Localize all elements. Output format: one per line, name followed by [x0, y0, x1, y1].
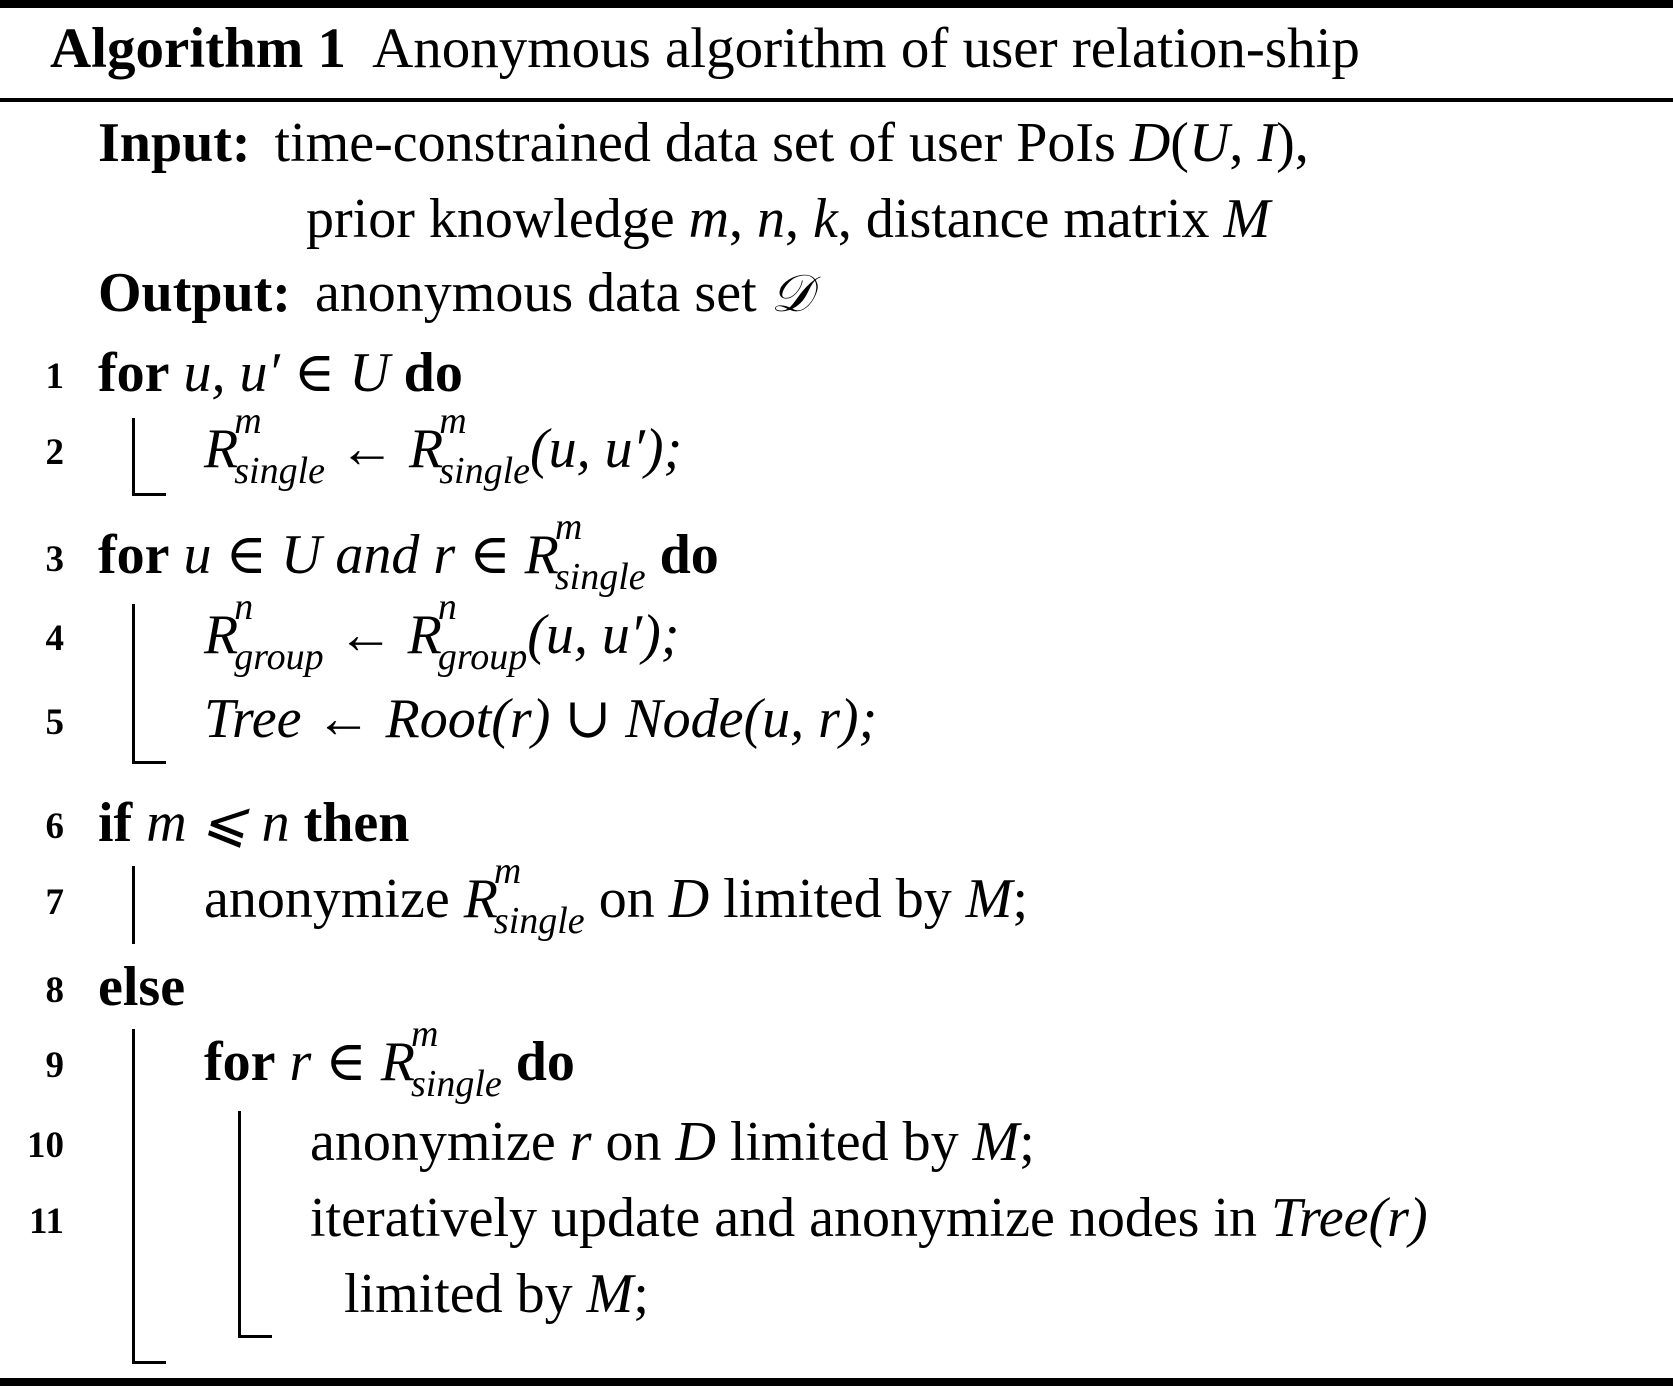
step-10	[310, 1109, 1035, 1175]
kw-then: then	[303, 792, 410, 854]
step-3-sub: single	[554, 556, 646, 598]
step-7-D: D	[668, 868, 710, 930]
step-9-R: R	[380, 1031, 415, 1093]
step-7-M: M	[965, 868, 1013, 930]
step-11-continuation	[344, 1261, 649, 1327]
step-9-sub: single	[410, 1063, 502, 1105]
input-U: U	[1188, 112, 1230, 174]
step-10-pre: anonymize	[310, 1111, 570, 1173]
step-3-vars: u ∈ U and r ∈	[183, 524, 525, 586]
step-7-pre: anonymize	[204, 868, 464, 930]
step-2-sub: single	[234, 450, 325, 492]
step-5: Tree ← Root(r) ∪ Node(u, r);	[204, 688, 878, 750]
step-9-sup: m	[410, 1013, 439, 1055]
step-10-post: limited by	[715, 1111, 973, 1173]
step-2-sub-2: single	[439, 450, 530, 492]
line-number-7: 7	[45, 882, 64, 923]
step-11-cont-pre: limited by	[344, 1263, 587, 1325]
kw-do: do	[403, 342, 463, 404]
line-number-3: 3	[45, 539, 64, 580]
step-2-args: (u, u′);	[530, 418, 683, 480]
kw-for: for	[98, 524, 170, 586]
input-paren-open: (	[1170, 112, 1189, 174]
step-9	[204, 1013, 575, 1105]
step-7	[204, 850, 1029, 942]
input-line-1	[98, 110, 1309, 176]
step-4-sub-2: group	[437, 636, 528, 678]
output-D: 𝒟	[770, 264, 813, 324]
block-bracket-loop-1-foot	[132, 493, 166, 496]
step-3	[98, 506, 719, 598]
step-7-end: ;	[1012, 868, 1029, 930]
step-10-mid: on	[591, 1111, 676, 1173]
block-bracket-loop-1	[132, 418, 135, 496]
step-7-R: R	[463, 868, 498, 930]
line-number-9: 9	[45, 1045, 64, 1086]
step-9-script	[410, 1013, 502, 1105]
step-7-post: limited by	[709, 868, 966, 930]
kw-else: else	[98, 956, 186, 1018]
step-10-D: D	[675, 1111, 716, 1173]
input-n: n	[757, 188, 786, 250]
step-7-sub: single	[493, 900, 585, 942]
step-4-arrow: ←	[323, 604, 408, 666]
line-number-10: 10	[27, 1125, 64, 1166]
input-text-1: time-constrained data set of user PoIs	[274, 112, 1130, 174]
kw-if: if	[98, 792, 133, 854]
line-number-11: 11	[29, 1201, 64, 1242]
header-rule	[0, 98, 1673, 102]
input-text-3: , distance matrix	[837, 188, 1224, 250]
step-11-tree: Tree	[1271, 1187, 1369, 1249]
block-bracket-loop-2	[132, 604, 135, 764]
step-2-R: R	[204, 418, 239, 480]
step-6-condition: m ⩽ n	[146, 792, 290, 854]
block-bracket-else	[132, 1029, 135, 1364]
step-4	[204, 586, 680, 678]
step-10-M: M	[972, 1111, 1020, 1173]
line-number-8: 8	[45, 970, 64, 1011]
input-text-2: prior knowledge	[306, 188, 689, 250]
step-7-sup: m	[493, 850, 522, 892]
block-bracket-if	[132, 866, 135, 944]
step-4-sub: group	[234, 636, 324, 678]
kw-do: do	[659, 524, 719, 586]
block-bracket-else-foot	[132, 1361, 166, 1364]
step-2-R2: R	[409, 418, 444, 480]
step-10-r: r	[569, 1111, 592, 1173]
input-paren-close: ),	[1276, 112, 1309, 174]
step-2	[204, 400, 683, 492]
step-2-script	[234, 400, 325, 492]
line-number-4: 4	[45, 618, 64, 659]
kw-for: for	[98, 342, 170, 404]
line-number-2: 2	[45, 432, 64, 473]
bottom-rule	[0, 1378, 1673, 1386]
step-7-mid: on	[584, 868, 669, 930]
input-keyword: Input:	[98, 112, 251, 174]
step-1	[98, 340, 463, 406]
step-2-sup: m	[234, 400, 262, 442]
input-D: D	[1129, 112, 1171, 174]
step-11-M: M	[586, 1263, 634, 1325]
step-2-sup-2: m	[439, 400, 467, 442]
step-4-R2: R	[407, 604, 442, 666]
step-1-vars: u, u′ ∈ U	[183, 342, 390, 404]
input-comma: ,	[1229, 112, 1258, 174]
input-comma-2: ,	[785, 188, 814, 250]
block-bracket-inner-loop-foot	[238, 1335, 272, 1338]
input-M: M	[1223, 188, 1271, 250]
step-8	[98, 954, 185, 1020]
step-10-end: ;	[1019, 1111, 1035, 1173]
step-2-arrow: ←	[325, 418, 409, 480]
step-7-script	[493, 850, 585, 942]
block-bracket-inner-loop	[238, 1111, 241, 1338]
line-number-6: 6	[45, 806, 64, 847]
output-text: anonymous data set	[314, 262, 771, 324]
output-line	[98, 260, 812, 327]
step-3-R: R	[524, 524, 559, 586]
input-k: k	[813, 188, 838, 250]
kw-for: for	[204, 1031, 276, 1093]
step-4-sup-2: n	[437, 586, 457, 628]
algorithm-caption	[50, 14, 1360, 84]
step-4-script-2	[437, 586, 528, 678]
algorithm-title: Anonymous algorithm of user relation-ship	[372, 17, 1360, 80]
step-11-end: ;	[633, 1263, 649, 1325]
algorithm-label: Algorithm 1	[50, 17, 347, 80]
kw-do: do	[515, 1031, 575, 1093]
step-9-vars: r ∈	[289, 1031, 381, 1093]
step-3-script	[554, 506, 646, 598]
block-bracket-loop-2-foot	[132, 761, 166, 764]
input-line-2	[306, 186, 1270, 252]
line-number-5: 5	[45, 702, 64, 743]
line-number-1: 1	[45, 356, 64, 397]
input-I: I	[1257, 112, 1277, 174]
step-4-args: (u, u′);	[527, 604, 680, 666]
input-comma-1: ,	[729, 188, 758, 250]
step-4-script	[234, 586, 324, 678]
step-11-args: (r)	[1368, 1187, 1428, 1249]
output-keyword: Output:	[98, 262, 291, 324]
top-rule	[0, 0, 1673, 8]
step-4-R: R	[204, 604, 239, 666]
step-2-script-2	[439, 400, 530, 492]
input-m: m	[688, 188, 730, 250]
step-11	[310, 1185, 1428, 1251]
step-4-sup: n	[234, 586, 254, 628]
step-6	[98, 790, 409, 856]
step-3-sup: m	[554, 506, 583, 548]
step-11-pre: iteratively update and anonymize nodes in	[310, 1187, 1272, 1249]
